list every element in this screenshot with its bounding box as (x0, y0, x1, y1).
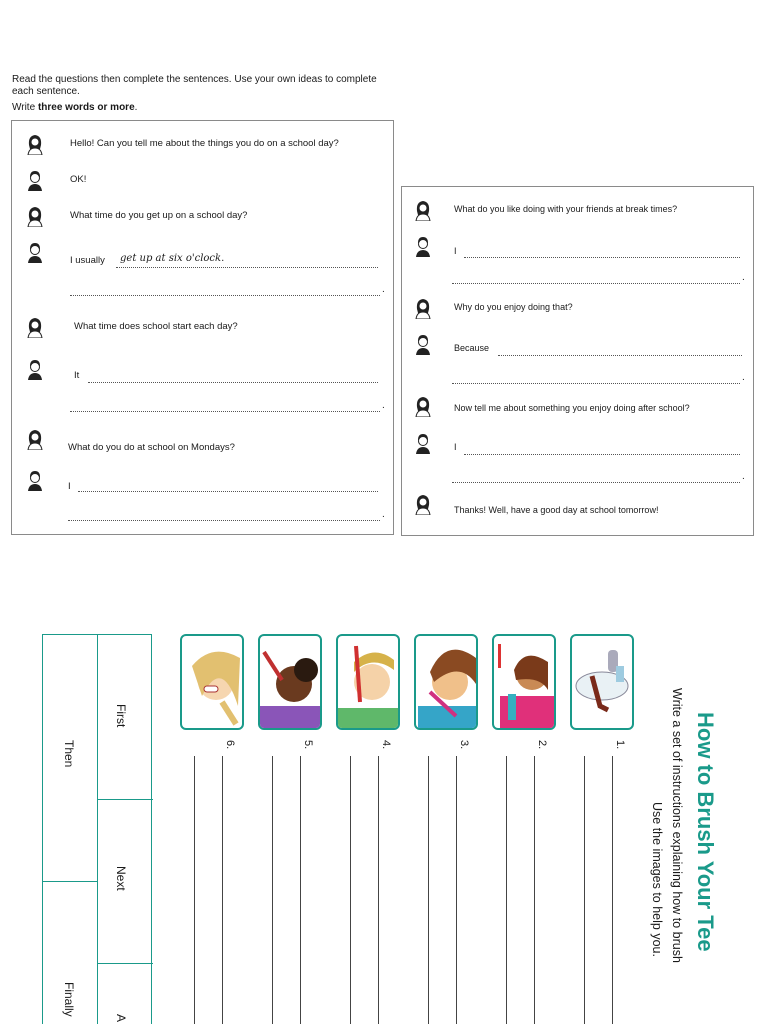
boy-avatar-icon (412, 235, 434, 257)
dialogue-row (24, 358, 384, 380)
girl-avatar-icon (412, 493, 434, 515)
writing-line[interactable] (428, 756, 429, 1024)
dialogue-row (412, 235, 742, 257)
instructions-line-1: Read the questions then complete the sentences. Use your own ideas to complete (12, 74, 377, 85)
answer-line[interactable] (68, 520, 380, 521)
dialogue-text: It (74, 370, 80, 381)
boy-avatar-icon (24, 469, 46, 491)
answer-line[interactable] (452, 383, 740, 384)
dialogue-text: What do you like doing with your friends at break times? (454, 204, 678, 214)
answer-line[interactable] (452, 283, 740, 284)
boy-avatar-icon (24, 241, 46, 263)
girl-toothpaste-icon (494, 636, 554, 728)
writing-line[interactable] (584, 756, 585, 1024)
answer-line[interactable] (78, 491, 378, 492)
dialogue-row (24, 205, 384, 227)
answer-line[interactable] (464, 257, 740, 258)
writing-line[interactable] (612, 756, 613, 1024)
step-image-1 (570, 634, 634, 730)
dialogue-row (24, 469, 384, 491)
writing-line[interactable] (534, 756, 535, 1024)
dialogue-row (412, 199, 742, 221)
table-divider (97, 635, 98, 1024)
handwritten-answer: get up at six o'clock. (120, 253, 225, 264)
right-dialogue-box (401, 186, 754, 536)
answer-line[interactable] (116, 267, 378, 268)
end-period: . (742, 471, 745, 482)
dialogue-text: What do you do at school on Mondays? (68, 442, 235, 453)
end-period: . (382, 284, 385, 295)
end-period: . (382, 509, 385, 520)
answer-line[interactable] (70, 411, 380, 412)
dialogue-text: I (68, 481, 71, 492)
writing-line[interactable] (272, 756, 273, 1024)
girl-avatar-icon (24, 133, 46, 155)
dialogue-text: OK! (70, 174, 87, 185)
step-image-6 (180, 634, 244, 730)
girl-avatar-icon (24, 205, 46, 227)
dialogue-text: I (454, 442, 457, 452)
dialogue-row (412, 297, 742, 319)
worksheet-title: How to Brush Your Tee (693, 712, 718, 952)
write-prefix: Write (12, 102, 38, 113)
dialogue-text: What time do you get up on a school day? (70, 210, 248, 221)
dialogue-row (412, 432, 742, 454)
word-after: A (114, 1014, 128, 1023)
answer-line[interactable] (464, 454, 740, 455)
writing-line[interactable] (222, 756, 223, 1024)
step-image-4 (336, 634, 400, 730)
dialogue-row (412, 395, 742, 417)
step-number: 1. (614, 740, 626, 750)
word-then: Then (62, 740, 76, 768)
end-period: . (742, 272, 745, 283)
dialogue-text: I (454, 246, 457, 256)
word-finally: Finally (62, 982, 76, 1017)
dialogue-text: Because (454, 343, 490, 353)
end-period: . (382, 400, 385, 411)
word-next: Next (114, 866, 128, 891)
dialogue-text: What time does school start each day? (74, 321, 238, 332)
instructions-write (12, 102, 412, 114)
step-number: 5. (302, 740, 314, 750)
girl-brushing-icon (416, 636, 476, 728)
girl-avatar-icon (412, 199, 434, 221)
dialogue-text: Why do you enjoy doing that? (454, 302, 573, 312)
girl-avatar-icon (412, 395, 434, 417)
write-bold: three words or more (37, 102, 135, 113)
dialogue-text: Hello! Can you tell me about the things you do on a school day? (70, 138, 339, 149)
girl-avatar-icon (24, 428, 46, 450)
answer-line[interactable] (452, 482, 740, 483)
writing-line[interactable] (300, 756, 301, 1024)
dialogue-text: I usually (70, 255, 105, 266)
dialogue-row (24, 241, 384, 266)
instructions-line-2: each sentence. (12, 86, 80, 97)
step-number: 2. (536, 740, 548, 750)
girl-spitting-icon (260, 636, 320, 728)
boy-avatar-icon (412, 333, 434, 355)
answer-line[interactable] (498, 355, 742, 356)
step-image-5 (258, 634, 322, 730)
table-divider (97, 963, 153, 964)
table-divider (43, 881, 97, 882)
writing-line[interactable] (350, 756, 351, 1024)
brush-teeth-worksheet (0, 628, 768, 1024)
girl-smiling-icon (182, 636, 242, 728)
word-first: First (114, 704, 128, 728)
boy-avatar-icon (24, 169, 46, 191)
dialogue-text: Thanks! Well, have a good day at school tomorrow! (454, 505, 659, 515)
dialogue-row (412, 493, 742, 515)
writing-line[interactable] (194, 756, 195, 1024)
step-number: 6. (224, 740, 236, 750)
girl-avatar-icon (412, 297, 434, 319)
step-number: 4. (380, 740, 392, 750)
dialogue-row (24, 169, 384, 191)
dialogue-row (24, 428, 384, 453)
end-period: . (742, 372, 745, 383)
writing-line[interactable] (378, 756, 379, 1024)
word-bank-table (42, 634, 152, 1024)
write-suffix: . (134, 102, 138, 113)
left-dialogue-box (11, 120, 394, 535)
step-image-3 (414, 634, 478, 730)
boy-avatar-icon (24, 358, 46, 380)
instructions (12, 74, 412, 114)
writing-line[interactable] (506, 756, 507, 1024)
answer-line[interactable] (70, 295, 380, 296)
boy-avatar-icon (412, 432, 434, 454)
dialogue-row (24, 316, 384, 338)
sink-tap-icon (572, 636, 632, 728)
answer-line[interactable] (88, 382, 378, 383)
step-image-2 (492, 634, 556, 730)
worksheet-subtitle-1: Write a set of instructions explaining how to brush (670, 688, 684, 963)
dialogue-row (24, 133, 384, 155)
dialogue-text: Now tell me about something you enjoy doing after school? (454, 403, 690, 413)
worksheet-subtitle-2: Use the images to help you. (650, 802, 664, 957)
table-divider (97, 799, 153, 800)
girl-avatar-icon (24, 316, 46, 338)
writing-line[interactable] (456, 756, 457, 1024)
step-number: 3. (458, 740, 470, 750)
dialogue-row (412, 333, 742, 355)
boy-brushing-icon (338, 636, 398, 728)
